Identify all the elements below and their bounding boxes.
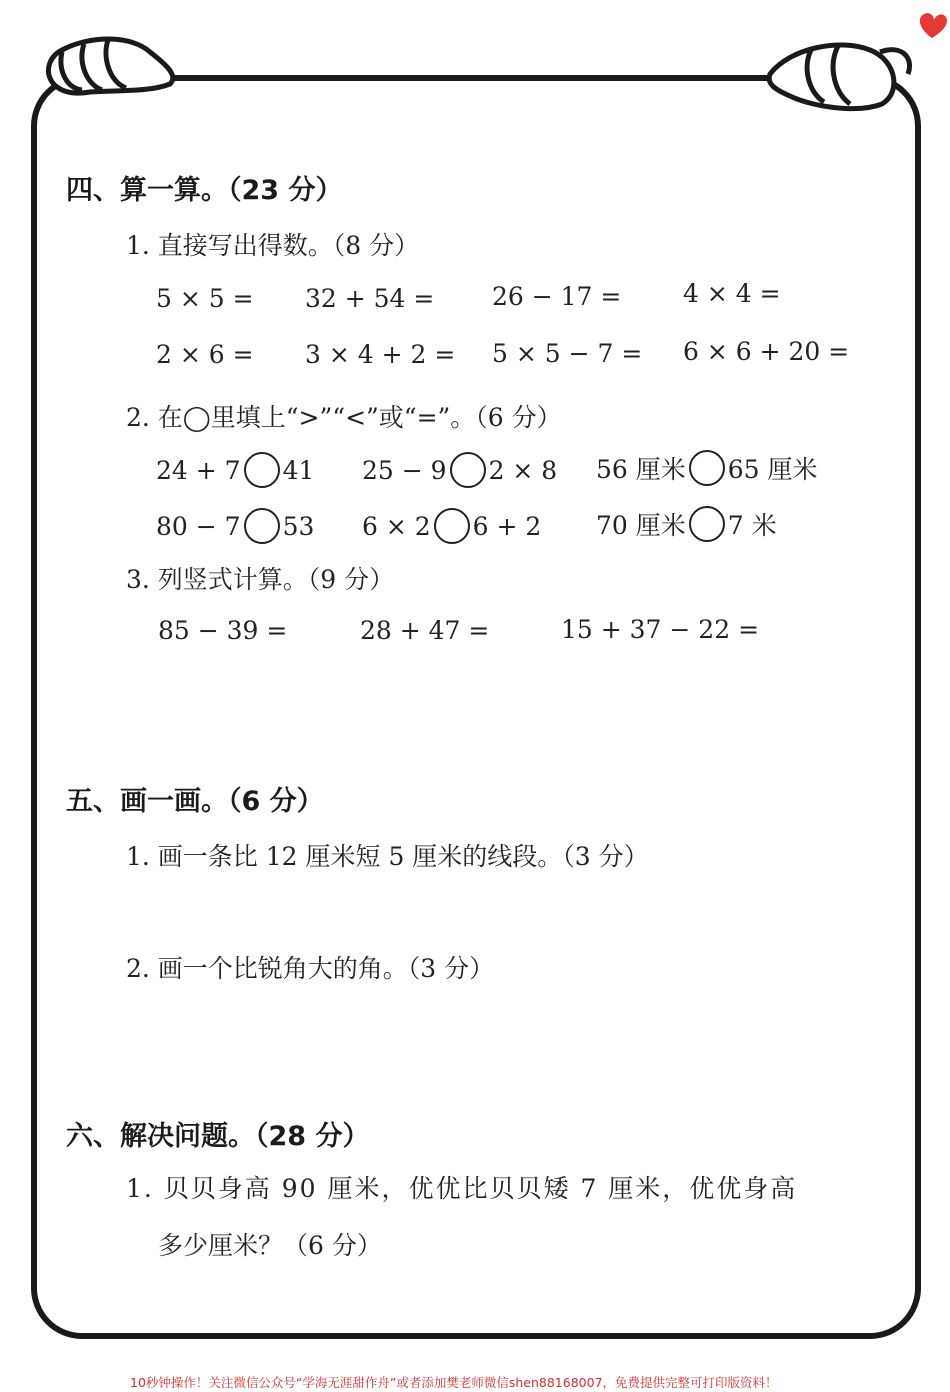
problem-line-2: 多少厘米？（6 分） bbox=[158, 1231, 382, 1260]
answer-circle[interactable] bbox=[244, 452, 280, 488]
footer-note: 10秒钟操作！关注微信公众号“学海无涯甜作舟”或者添加樊老师微信shen88168007，免费提供完整可打印版资料！ bbox=[130, 1375, 778, 1390]
heart-icon bbox=[920, 13, 947, 38]
section4-title: 四、算一算。（23 分） bbox=[66, 175, 343, 206]
compare-item bbox=[156, 508, 314, 544]
q3-title: 3. 列竖式计算。（9 分） bbox=[126, 565, 395, 594]
expr-item: 15 + 37 − 22 = bbox=[561, 615, 760, 644]
answer-circle[interactable] bbox=[689, 450, 725, 486]
section6-title: 六、解决问题。（28 分） bbox=[66, 1121, 370, 1152]
draw-q2: 2. 画一个比锐角大的角。（3 分） bbox=[126, 954, 495, 983]
right-hand-icon bbox=[769, 45, 909, 109]
compare-item bbox=[596, 450, 818, 486]
compare-right: 7 米 bbox=[727, 511, 777, 540]
compare-item bbox=[596, 506, 777, 542]
compare-item bbox=[156, 452, 314, 488]
compare-left: 6 × 2 bbox=[362, 511, 431, 541]
q2-title: 2. 在◯里填上“>”“<”或“=”。（6 分） bbox=[126, 403, 562, 432]
compare-right: 41 bbox=[282, 455, 315, 485]
expr-item: 5 × 5 − 7 = bbox=[492, 339, 643, 368]
compare-right: 6 + 2 bbox=[472, 511, 542, 541]
answer-circle[interactable] bbox=[450, 452, 486, 488]
expr-item: 5 × 5 = bbox=[156, 284, 254, 313]
left-hand-icon bbox=[48, 39, 172, 93]
compare-right: 2 × 8 bbox=[488, 455, 558, 485]
draw-q1: 1. 画一条比 12 厘米短 5 厘米的线段。（3 分） bbox=[126, 842, 649, 871]
answer-circle[interactable] bbox=[244, 508, 280, 544]
compare-left: 70 厘米 bbox=[596, 511, 686, 540]
section5-title: 五、画一画。（6 分） bbox=[66, 786, 324, 817]
compare-left: 56 厘米 bbox=[596, 455, 686, 484]
compare-item bbox=[362, 508, 541, 544]
q1-title: 1. 直接写出得数。（8 分） bbox=[126, 231, 420, 260]
compare-right: 65 厘米 bbox=[727, 455, 818, 484]
expr-item: 2 × 6 = bbox=[156, 340, 254, 369]
expr-item: 4 × 4 = bbox=[683, 279, 781, 308]
answer-circle[interactable] bbox=[434, 508, 470, 544]
expr-item: 28 + 47 = bbox=[360, 616, 490, 645]
compare-left: 80 − 7 bbox=[156, 511, 241, 541]
expr-item: 26 − 17 = bbox=[492, 282, 622, 311]
expr-item: 32 + 54 = bbox=[305, 284, 435, 313]
compare-left: 24 + 7 bbox=[156, 455, 241, 485]
problem-line-1: 1. 贝贝身高 90 厘米，优优比贝贝矮 7 厘米，优优身高 bbox=[126, 1174, 798, 1203]
compare-left: 25 − 9 bbox=[362, 455, 447, 485]
expr-item: 6 × 6 + 20 = bbox=[683, 337, 850, 366]
expr-item: 85 − 39 = bbox=[158, 616, 288, 645]
compare-item bbox=[362, 452, 557, 488]
answer-circle[interactable] bbox=[689, 506, 725, 542]
compare-right: 53 bbox=[282, 511, 315, 541]
expr-item: 3 × 4 + 2 = bbox=[305, 340, 456, 369]
